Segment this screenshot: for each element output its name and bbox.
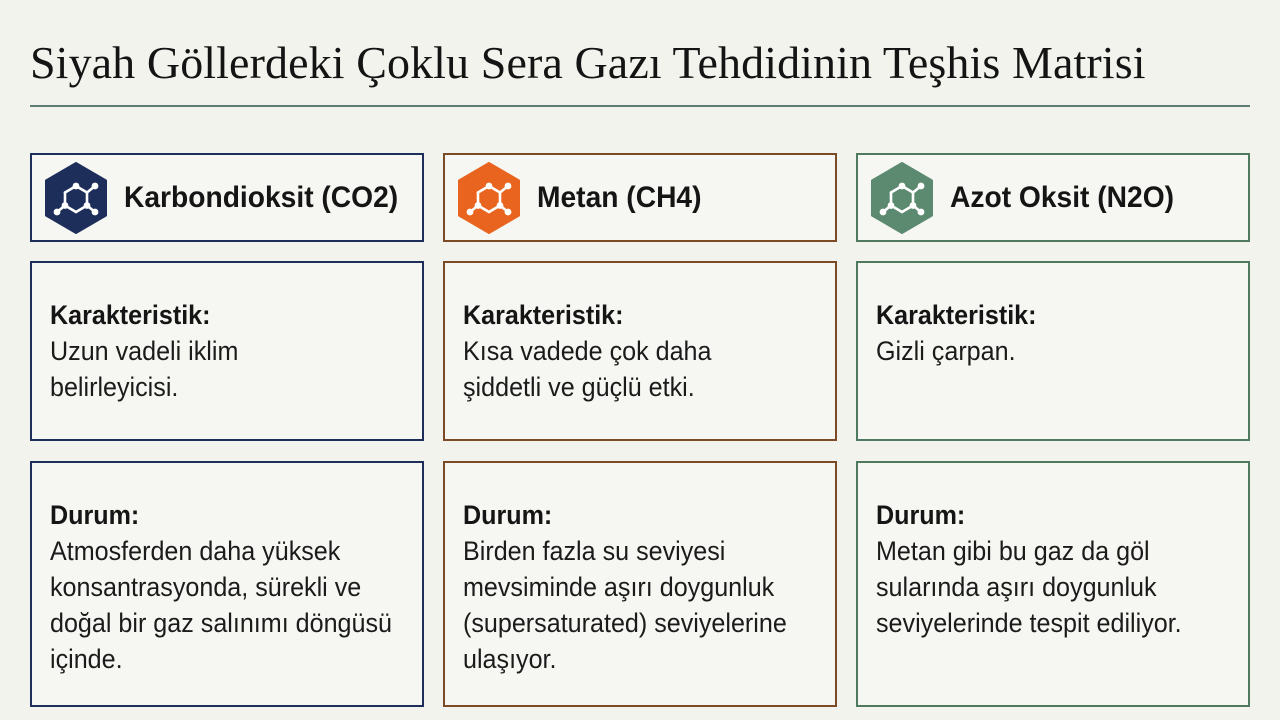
characteristic-label: Karakteristik: [50,300,211,330]
status-text: Birden fazla su seviyesi mevsiminde aşırı doygunluk (supersaturated) seviyelerine ulaşıyor. [463,536,787,674]
n2o-status-card [856,461,1250,707]
title-divider [30,105,1250,107]
characteristic-text: Gizli çarpan. [876,336,1016,366]
characteristic-text: Uzun vadeli iklim belirleyicisi. [50,336,239,402]
gas-name-co2: Karbondioksit (CO2) [124,180,399,214]
co2-header-card [30,153,424,242]
status-label: Durum: [463,500,553,530]
characteristic-label: Karakteristik: [463,300,624,330]
ch4-characteristic-card [443,261,837,441]
ch4-header-card [443,153,837,242]
co2-characteristic-card [30,261,424,441]
status-label: Durum: [50,500,140,530]
page-title: Siyah Göllerdeki Çoklu Sera Gazı Tehdidinin Teşhis Matrisi [30,37,1146,88]
gas-name-n2o: Azot Oksit (N2O) [950,180,1175,214]
characteristic-text: Kısa vadede çok daha şiddetli ve güçlü etki. [463,336,712,402]
n2o-header-card [856,153,1250,242]
status-label: Durum: [876,500,966,530]
ch4-status-card [443,461,837,707]
co2-status-card [30,461,424,707]
molecule-hexagon-icon [457,162,521,234]
gas-name-ch4: Metan (CH4) [537,180,702,214]
molecule-hexagon-icon [870,162,934,234]
status-text: Metan gibi bu gaz da göl sularında aşırı doygunluk seviyelerinde tespit ediliyor. [876,536,1182,638]
status-text: Atmosferden daha yüksek konsantrasyonda, sürekli ve doğal bir gaz salınımı döngüsü içinde. [50,536,392,674]
molecule-hexagon-icon [44,162,108,234]
n2o-characteristic-card [856,261,1250,441]
characteristic-label: Karakteristik: [876,300,1037,330]
